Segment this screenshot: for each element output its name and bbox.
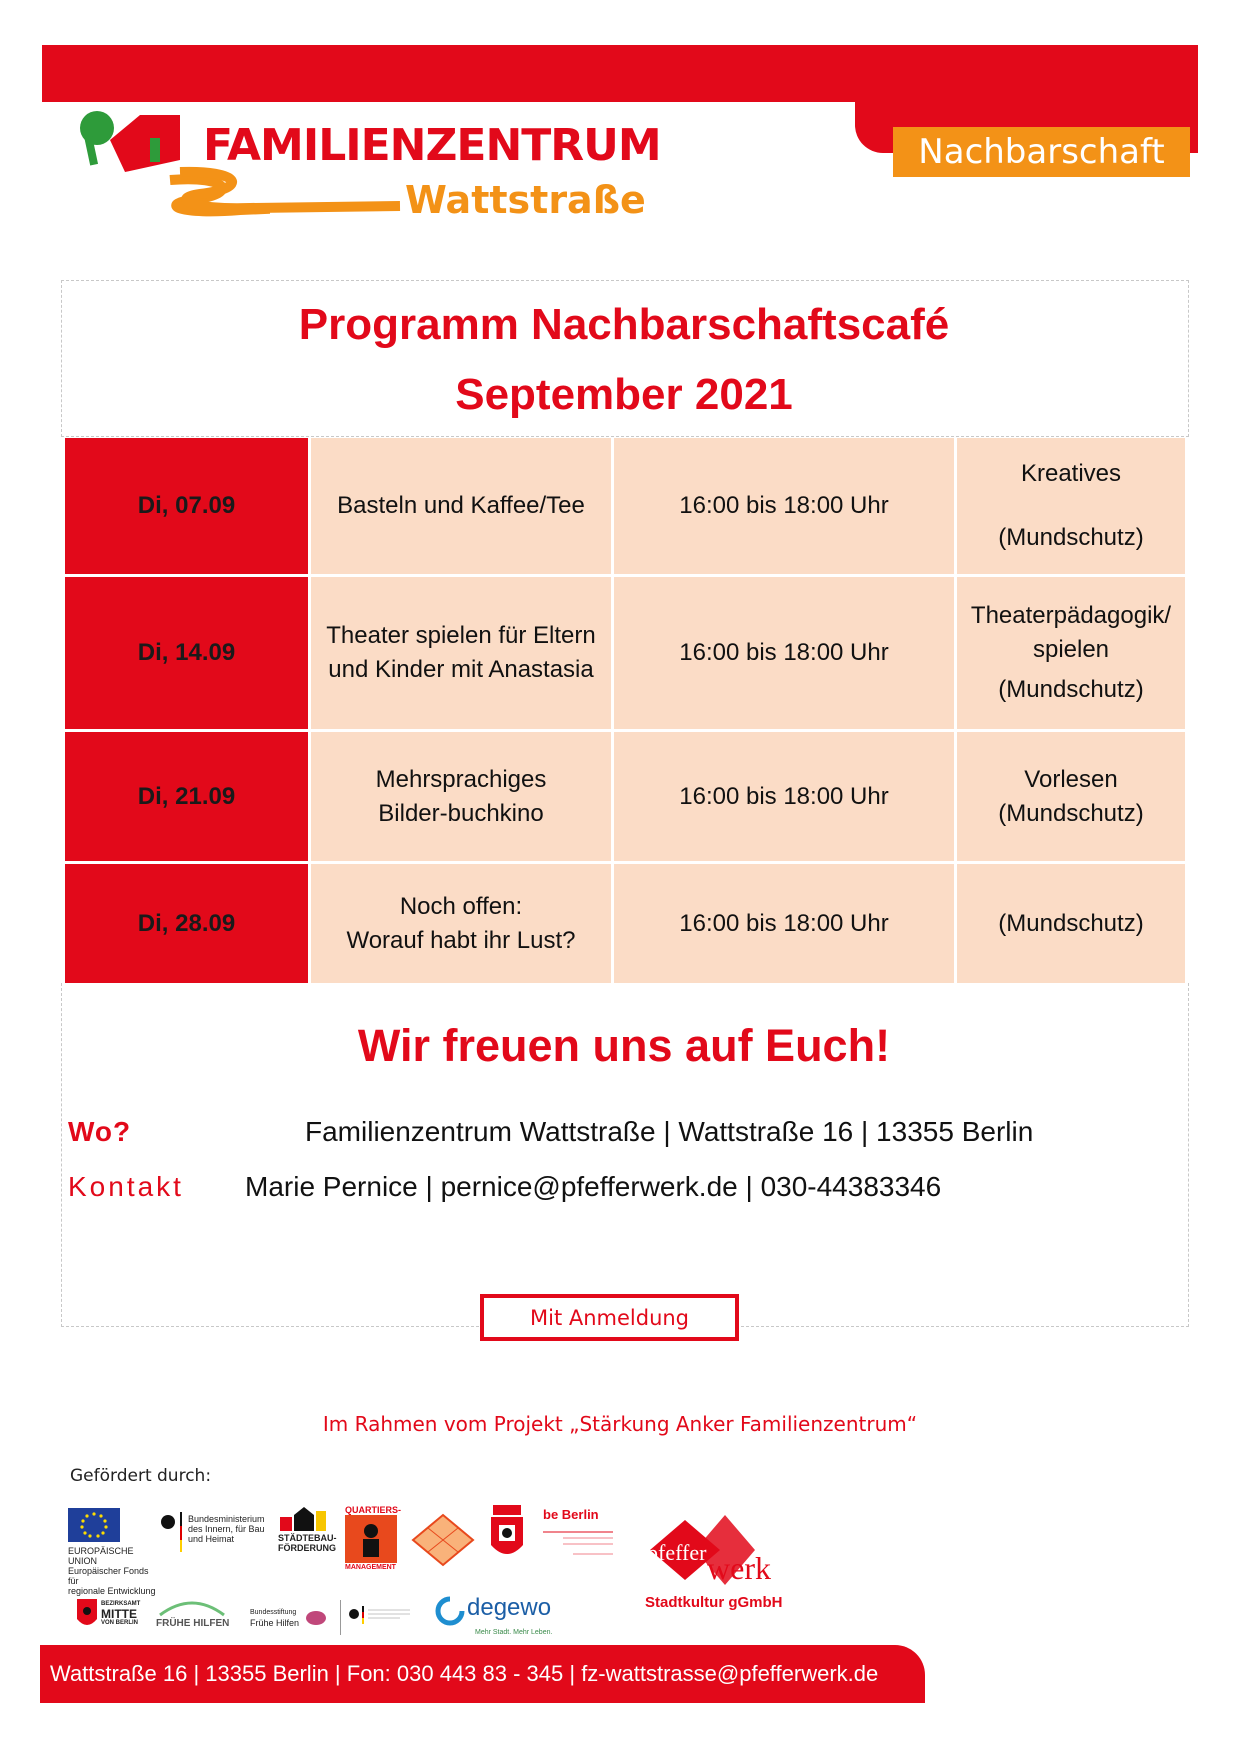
mitte-line: BEZIRKSAMT [101, 1601, 141, 1607]
familienzentrum-logo [70, 110, 670, 240]
where-value: Familienzentrum Wattstraße | Wattstraße 16 | 13355 Berlin [305, 1116, 1034, 1147]
where-label: Wo? [68, 1116, 132, 1147]
staedtebau-logo [278, 1505, 338, 1565]
schedule-time: 16:00 bis 18:00 Uhr [614, 577, 954, 729]
arc-icon [152, 1595, 232, 1617]
eu-line: regionale Entwicklung [68, 1586, 156, 1596]
staedtebau-line: STÄDTEBAU- [278, 1533, 337, 1543]
schedule-note: (Mundschutz) [957, 864, 1185, 983]
degewo-swirl-icon [435, 1596, 465, 1626]
eu-logo [68, 1508, 156, 1596]
schedule-date: Di, 21.09 [65, 732, 308, 861]
schedule-date: Di, 28.09 [65, 864, 308, 983]
pfefferwerk-word1: pfeffer [647, 1540, 707, 1565]
schedule-time: 16:00 bis 18:00 Uhr [614, 864, 954, 983]
note-line: spielen [1032, 636, 1110, 663]
bmi-line: des Innern, für Bau [188, 1524, 265, 1534]
contact-label: Kontakt [68, 1171, 184, 1202]
bmfsfj-eagle-icon [340, 1600, 420, 1635]
schedule-note [957, 577, 1185, 729]
note-line: (Mundschutz) [998, 799, 1144, 827]
activity-line: Worauf habt ihr Lust? [346, 926, 576, 954]
nachbarschaft-tab: Nachbarschaft [893, 127, 1190, 177]
pfefferwerk-logo [645, 1510, 805, 1615]
sponsored-by-label: Gefördert durch: [70, 1466, 212, 1486]
schedule-activity [311, 864, 611, 983]
bundesstiftung-text [250, 1608, 302, 1628]
bundesstiftung-line: Frühe Hilfen [250, 1618, 300, 1628]
berlin-mitte-coat-logo [487, 1505, 527, 1565]
degewo-tagline: Mehr Stadt. Mehr Leben. [475, 1629, 553, 1636]
schedule-activity: Basteln und Kaffee/Tee [311, 438, 611, 574]
quartiersmanagement-logo [345, 1505, 400, 1570]
eu-line: EUROPÄISCHE UNION [68, 1546, 134, 1566]
schedule-note [957, 732, 1185, 861]
program-title [61, 290, 1187, 430]
schedule-time: 16:00 bis 18:00 Uhr [614, 438, 954, 574]
bundesstiftung-line: Bundesstiftung [250, 1609, 297, 1616]
note-line: Vorlesen [1024, 765, 1118, 793]
qm-figure-icon [345, 1515, 397, 1563]
eu-text [68, 1546, 158, 1596]
mitte-shield-icon [75, 1595, 99, 1631]
note-line: Theaterpädagogik/ [970, 602, 1172, 629]
schedule-time: 16:00 bis 18:00 Uhr [614, 732, 954, 861]
mitte-text [101, 1601, 146, 1627]
welcome-heading: Wir freuen uns auf Euch! [357, 1020, 891, 1071]
bmi-line: Bundesministerium [188, 1514, 265, 1524]
district-map-logo [408, 1510, 478, 1570]
logo-title: FAMILIENZENTRUM [203, 120, 661, 171]
schedule-date: Di, 07.09 [65, 438, 308, 574]
be-berlin-logo [543, 1508, 613, 1568]
pfefferwerk-sub: Stadtkultur gGmbH [645, 1594, 783, 1611]
footer-bar: Wattstraße 16 | 13355 Berlin | Fon: 030 443 83 - 345 | fz-wattstrasse@pfefferwerk.de [40, 1645, 925, 1703]
bmi-line: und Heimat [188, 1534, 235, 1544]
mitte-line: MITTE [101, 1607, 137, 1621]
bmfsfj-logo [340, 1600, 420, 1635]
bmi-text [188, 1514, 268, 1544]
eu-flag-icon [68, 1508, 120, 1542]
activity-line: Noch offen: [399, 892, 523, 920]
stork-icon [302, 1608, 330, 1628]
federal-eagle-icon [158, 1512, 184, 1552]
degewo-logo [435, 1596, 565, 1641]
program-title-line1: Programm Nachbarschaftscafé [298, 300, 950, 349]
schedule-activity: Theater spielen für Eltern und Kinder mit Anastasia [311, 577, 611, 729]
map-icon [408, 1510, 478, 1570]
schedule-activity: Mehrsprachiges Bilder-buchkino [311, 732, 611, 861]
schedule-note [957, 438, 1185, 574]
bundesstiftung-logo [250, 1608, 330, 1638]
contact-value: Marie Pernice | pernice@pfefferwerk.de | 030-44383346 [245, 1171, 942, 1202]
program-title-line2: September 2021 [455, 370, 793, 419]
eu-line: Europäischer Fonds für [68, 1566, 149, 1586]
note-line: (Mundschutz) [998, 676, 1144, 703]
mitte-line: VON BERLIN [101, 1620, 139, 1626]
coat-of-arms-icon [487, 1505, 527, 1563]
be-berlin-text: be Berlin [543, 1507, 599, 1522]
degewo-text: degewo [467, 1594, 552, 1621]
staedtebau-line: FÖRDERUNG [278, 1543, 336, 1553]
project-note: Im Rahmen vom Projekt „Stärkung Anker Familienzentrum“ [322, 1412, 918, 1436]
logo-subtitle: Wattstraße [405, 178, 646, 222]
schedule-table [65, 438, 1185, 983]
registration-badge: Mit Anmeldung [480, 1294, 739, 1341]
note-line: (Mundschutz) [998, 524, 1144, 551]
staedtebau-text [278, 1533, 338, 1553]
bmi-logo [158, 1512, 268, 1562]
schedule-date: Di, 14.09 [65, 577, 308, 729]
pfefferwerk-word2: werk [707, 1550, 771, 1586]
fruehe-hilfen-logo [152, 1595, 232, 1635]
qm-line: QUARTIERS- [345, 1505, 401, 1515]
bezirksamt-mitte-logo [75, 1595, 140, 1635]
houses-icon [278, 1505, 328, 1531]
qm-line: MANAGEMENT [345, 1564, 396, 1571]
senate-lines-icon [543, 1528, 613, 1558]
fruehe-hilfen-text: FRÜHE HILFEN [156, 1618, 230, 1629]
note-line: Kreatives [1020, 460, 1122, 487]
